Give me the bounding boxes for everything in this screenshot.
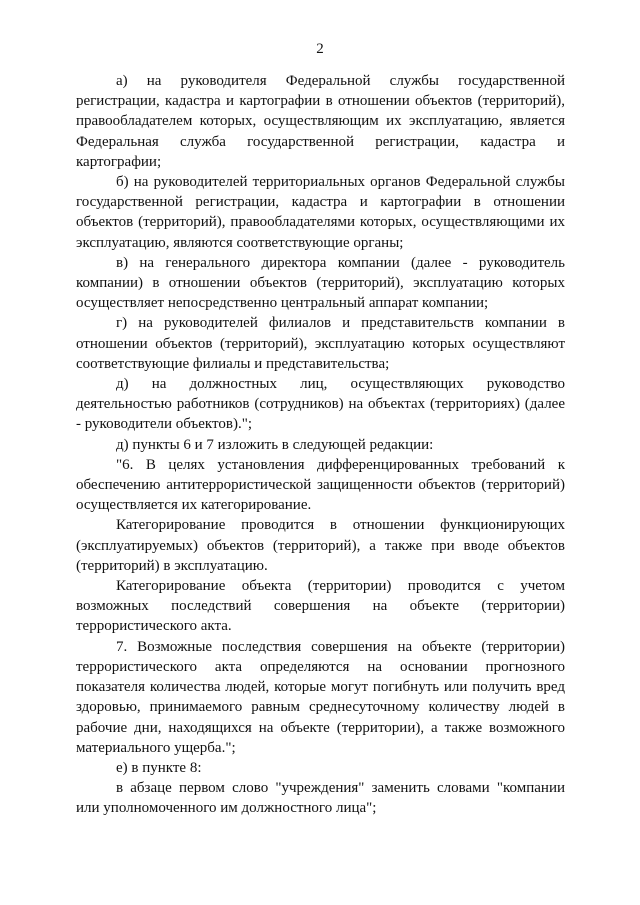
paragraph-b: б) на руководителей территориальных органов Федеральной службы государственной регистрации, кадастра и картографии в отношении объектов (территорий), правообладателями которых, осуществляющими их эксплуатацию, являются соответствующие органы; [76, 174, 565, 251]
paragraph-a: а) на руководителя Федеральной службы государственной регистрации, кадастра и картографии в отношении объектов (территорий), правообладателем которых, осуществляющим их эксплуатацию, является Федеральная служба государственной регистрации, кадастра и картографии; [76, 73, 565, 170]
paragraph-d-officials: д) на должностных лиц, осуществляющих руководство деятельностью работников (сотрудников) на объектах (территориях) (далее - руководители объектов)."; [76, 376, 565, 433]
paragraph-v: в) на генерального директора компании (далее - руководитель компании) в отношении объектов (территорий), эксплуатацию которых осуществляет непосредственно центральный аппарат компании; [76, 254, 565, 312]
page-number: 2 [316, 41, 324, 57]
paragraph-categorization-consequences: Категорирование объекта (территории) проводится с учетом возможных последствий совершения на объекте (территории) террористического акта. [76, 578, 565, 635]
paragraph-e-item-8: е) в пункте 8: [116, 759, 202, 776]
paragraph-g: г) на руководителей филиалов и представительств компании в отношении объектов (территорий), эксплуатацию которых осуществляют соответствующие филиалы и представительства; [76, 315, 565, 372]
paragraph-categorization-scope: Категорирование проводится в отношении функционирующих (эксплуатируемых) объектов (территорий), а также при вводе объектов (территорий) в эксплуатацию. [76, 517, 565, 574]
document-body [76, 71, 565, 819]
paragraph-e-first-abzats: в абзаце первом слово "учреждения" заменить словами "компании или уполномоченного им должностного лица"; [76, 780, 565, 817]
paragraph-item-6: "6. В целях установления дифференцированных требований к обеспечению антитеррористической защищенности объектов (территорий) осуществляется их категорирование. [76, 456, 565, 514]
paragraph-d-items-6-7: д) пункты 6 и 7 изложить в следующей редакции: [116, 436, 434, 453]
paragraph-item-7: 7. Возможные последствия совершения на объекте (территории) террористического акта определяются на основании прогнозного показателя количества людей, которые могут погибнуть или получить вред здоровью, принимаемого равным среднесуточному количеству людей в рабочие дни, находящихся на объекте (территории), а также возможного материального ущерба."; [76, 638, 565, 756]
